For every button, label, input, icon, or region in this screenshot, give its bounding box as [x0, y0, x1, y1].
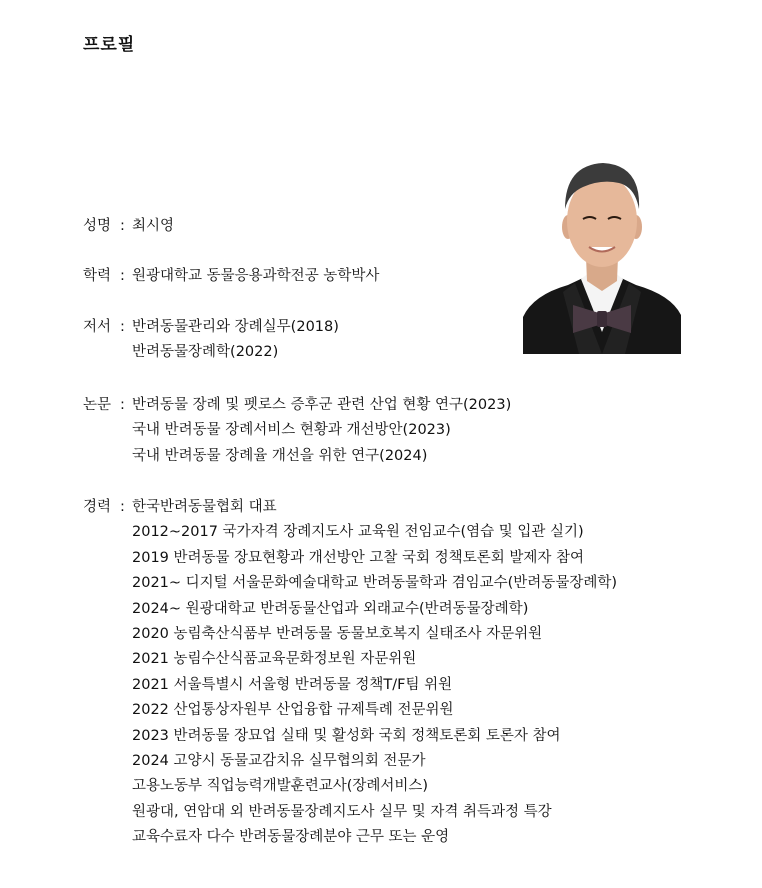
page-title: 프로필	[83, 35, 136, 55]
paper-item: 국내 반려동물 장례서비스 현황과 개선방안(2023)	[132, 422, 451, 439]
career-item: 2020 농림축산식품부 반려동물 동물보호복지 실태조사 자문위원	[132, 625, 543, 642]
name-value: 최시영	[132, 218, 175, 234]
career-item: 2024 고양시 동물교감치유 실무협의회 전문가	[132, 752, 426, 769]
section-label: 논문	[83, 397, 112, 413]
colon: :	[120, 499, 125, 515]
career-item: 2012~2017 국가자격 장례지도사 교육원 전임교수(염습 및 입관 실기)	[132, 524, 584, 541]
career-item: 2023 반려동물 장묘업 실태 및 활성화 국회 정책토론회 토론자 참여	[132, 727, 561, 744]
colon: :	[120, 397, 125, 413]
career-item: 고용노동부 직업능력개발훈련교사(장례서비스)	[132, 778, 429, 795]
career-item: 2021 서울특별시 서울형 반려동물 정책T/F팀 위원	[132, 676, 453, 693]
education-item: 원광대학교 동물응용과학전공 농학박사	[132, 268, 380, 284]
colon: :	[120, 268, 125, 284]
colon: :	[120, 218, 125, 234]
section-label: 성명	[83, 218, 112, 234]
section-label: 저서	[83, 319, 112, 335]
career-item: 2021~ 디지털 서울문화예술대학교 반려동물학과 겸임교수(반려동물장례학)	[132, 575, 618, 592]
paper-item: 반려동물 장례 및 펫로스 증후군 관련 산업 현황 연구(2023)	[132, 397, 512, 413]
career-item: 교육수료자 다수 반려동물장례분야 근무 또는 운영	[132, 829, 450, 846]
book-item: 반려동물관리와 장례실무(2018)	[132, 319, 339, 335]
career-item: 원광대, 연암대 외 반려동물장례지도사 실무 및 자격 취득과정 특강	[132, 803, 552, 820]
book-item: 반려동물장례학(2022)	[132, 344, 279, 361]
paper-item: 국내 반려동물 장례율 개선을 위한 연구(2024)	[132, 447, 428, 464]
career-item: 2022 산업통상자원부 산업융합 규제특례 전문위원	[132, 702, 454, 719]
section-label: 경력	[83, 499, 112, 515]
profile-photo	[523, 157, 681, 354]
career-item: 2019 반려동물 장묘현황과 개선방안 고찰 국회 정책토론회 발제자 참여	[132, 549, 584, 566]
career-item: 2024~ 원광대학교 반려동물산업과 외래교수(반려동물장례학)	[132, 600, 529, 617]
colon: :	[120, 319, 125, 335]
career-item: 2021 농림수산식품교육문화정보원 자문위원	[132, 651, 417, 668]
career-item: 한국반려동물협회 대표	[132, 499, 277, 515]
section-label: 학력	[83, 268, 112, 284]
